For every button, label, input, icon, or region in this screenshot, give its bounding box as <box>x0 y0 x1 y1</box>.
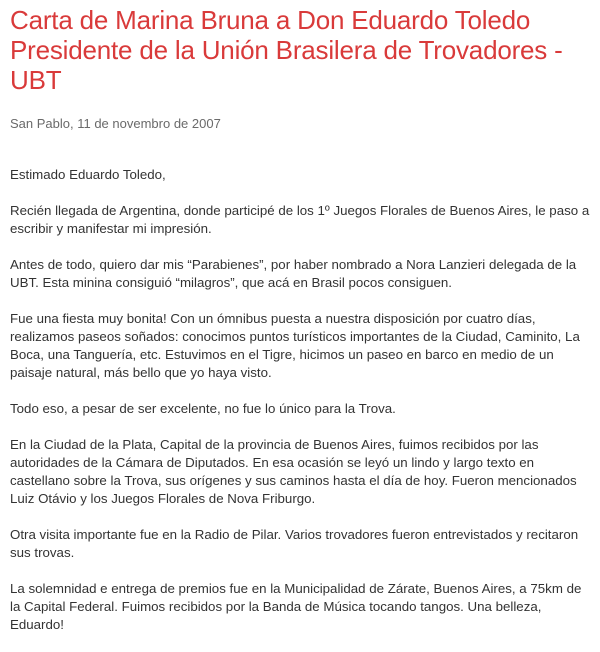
letter-date: San Pablo, 11 de novembro de 2007 <box>10 116 221 131</box>
letter-paragraph: La solemnidad e entrega de premios fue en la Municipalidad de Zárate, Buenos Aires, a 75km de la Capital Federal. Fuimos recibidos por la Banda de Música tocando tangos. Una belleza, Eduardo! <box>10 581 582 632</box>
letter-paragraph: Antes de todo, quiero dar mis “Parabienes”, por haber nombrado a Nora Lanzieri delegada de la UBT. Esta minina consiguió “milagros”, que acá en Brasil pocos consiguen. <box>10 257 577 290</box>
letter-paragraph: Recién llegada de Argentina, donde participé de los 1º Juegos Florales de Buenos Aires, le paso a escribir y manifestar mi impresión. <box>10 203 590 236</box>
letter-paragraph: Fue una fiesta muy bonita! Con un ómnibus puesta a nuestra disposición por cuatro días, realizamos paseos soñados: conocimos puntos turísticos importantes de la Ciudad, Caminito, La Boca, una Tanguería, etc. Estuvimos en el Tigre, hicimos un paseo en barco en medio de un paisaje natural, más bello que yo haya visto. <box>10 311 580 380</box>
letter-body <box>10 166 595 634</box>
letter-page <box>10 5 595 652</box>
letter-paragraph: En la Ciudad de la Plata, Capital de la provincia de Buenos Aires, fuimos recibidos por las autoridades de la Cámara de Diputados. En esa ocasión se leyó un lindo y largo texto en castellano sobre la Trova, sus orígenes y sus caminos hasta el día de hoy. Fueron mencionados Luiz Otávio y los Juegos Florales de Nova Friburgo. <box>10 437 577 506</box>
letter-paragraph: Todo eso, a pesar de ser excelente, no fue lo único para la Trova. <box>10 401 396 416</box>
letter-salutation: Estimado Eduardo Toledo, <box>10 167 166 182</box>
letter-paragraph: Otra visita importante fue en la Radio de Pilar. Varios trovadores fueron entrevistados y recitaron sus trovas. <box>10 527 579 560</box>
page-title: Carta de Marina Bruna a Don Eduardo Toledo Presidente de la Unión Brasilera de Trovadores - UBT <box>10 5 563 95</box>
